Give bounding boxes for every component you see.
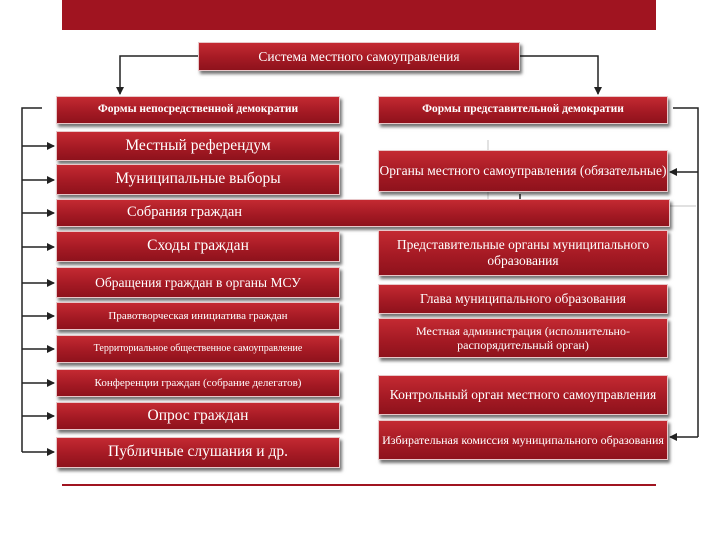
left-item-citizens-gatherings [56,231,340,262]
left-item-citizens-conferences [56,369,340,397]
left-item-territorial-self-government [56,335,340,363]
left-item-label: Сходы граждан [147,237,249,255]
right-item-label: Избирательная комиссия муниципального образования [382,432,664,447]
title-box [198,42,520,71]
left-item-label: Местный референдум [125,136,271,154]
left-item-label: Правотворческая инициатива граждан [108,309,288,322]
left-item-citizens-poll [56,402,340,430]
right-item-local-administration [378,318,668,358]
right-item-label: Контрольный орган местного самоуправления [389,387,657,403]
right-item-label: Глава муниципального образования [419,291,626,307]
left-item-label: Публичные слушания и др. [108,443,288,461]
right-header-text: Формы представительной демократии [422,103,624,116]
left-header-text: Формы непосредственной демократии [97,103,299,116]
title-text: Система местного самоуправления [258,48,460,64]
right-item-head-of-municipality [378,284,668,314]
left-item-label: Конференции граждан (собрание делегатов) [94,376,302,389]
right-item-label: Местная администрация (исполнительно-распорядительный орган) [416,323,630,352]
left-item-label: Муниципальные выборы [115,170,281,188]
left-header-box [56,96,340,124]
left-item-lawmaking-initiative [56,302,340,330]
right-item-label: Представительные органы муниципального образования [396,237,650,268]
left-item-label: Обращения граждан в органы МСУ [95,274,301,290]
right-item-control-body [378,375,668,415]
arrow-title-to-right-header [520,56,598,94]
right-item-representative-bodies [378,230,668,276]
right-header-box [378,96,668,124]
left-item-label: Собрания граждан [127,204,243,221]
left-item-label: Опрос граждан [147,406,249,424]
right-item-label: Органы местного самоуправления (обязательные) [379,163,667,179]
left-item-citizens-meetings [56,199,670,227]
bottom-divider [62,484,656,486]
left-bracket-line [22,108,42,452]
left-item-municipal-elections [56,164,340,195]
right-bracket-line [673,108,698,437]
left-item-label: Территориальное общественное самоуправление [93,343,303,355]
left-item-local-referendum [56,131,340,161]
left-item-citizens-appeals [56,267,340,298]
arrow-title-to-left-header [120,56,198,94]
right-item-local-government-bodies [378,150,668,192]
left-item-public-hearings [56,437,340,468]
right-item-election-commission [378,420,668,460]
